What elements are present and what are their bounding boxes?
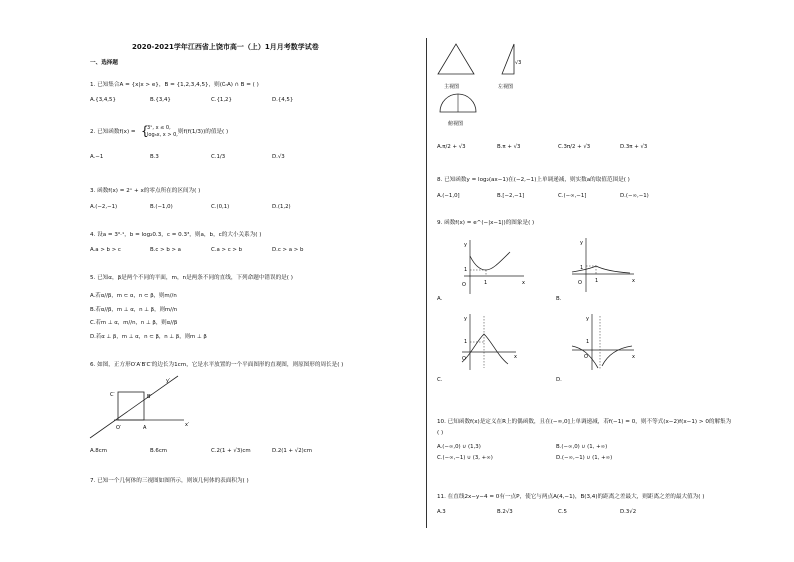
q10-option-d: D.(−∞,−1) ∪ (1, +∞) [556, 455, 613, 461]
q2-option-d: D.√3 [272, 154, 285, 160]
q3-option-d: D.(1,2) [272, 204, 291, 210]
q2-option-b: B.3 [150, 154, 159, 160]
q6-option-a: A.8cm [90, 448, 107, 454]
q7-front-view-label: 主视图 [444, 84, 460, 90]
q7-three-views [436, 40, 536, 130]
q9d-one: 1 [586, 339, 590, 345]
q7-option-c: C.3π/2 + √3 [558, 144, 591, 150]
q5-option-a: A.若α//β，m ⊂ α，n ⊂ β，则m//n [90, 293, 177, 299]
question-4: 4. 设a = 3⁰·¹，b = log₂0.3，c = 0.3³，则a，b，c的大小关系为( ) [90, 232, 262, 238]
q4-option-c: C.a > c > b [211, 247, 243, 253]
q9d-y: y [586, 316, 589, 322]
q9b-o: O [578, 280, 582, 286]
q6-label-x: x′ [185, 422, 190, 428]
question-8: 8. 已知函数y = log₂(ax−1)在(−2,−1)上单调递减，则实数a的取值范围是( ) [437, 177, 630, 183]
q9c-y: y [464, 316, 467, 322]
q1-option-b: B.{3,4} [150, 97, 171, 103]
q8-option-a: A.(−1,0] [437, 193, 460, 199]
question-7: 7. 已知一个几何体的三视图如图所示，则该几何体的表面积为( ) [90, 478, 249, 484]
q9-graph-c [458, 312, 528, 372]
q3-option-a: A.(−2,−1) [90, 204, 118, 210]
q6-figure [88, 374, 198, 444]
q9a-one-x: 1 [484, 280, 488, 286]
q6-label-o: O′ [116, 425, 122, 431]
q11-option-c: C.5 [558, 509, 567, 515]
q11-option-a: A.3 [437, 509, 446, 515]
q9a-y: y [464, 242, 467, 248]
q9a-o: O [462, 282, 466, 288]
q6-option-b: B.6cm [150, 448, 168, 454]
q4-option-a: A.a > b > c [90, 247, 121, 253]
question-1: 1. 已知集合A = {x|x > e}，B = {1,2,3,4,5}，则(∁ᵣA) ∩ B = ( ) [90, 82, 259, 88]
q7-option-b: B.π + √3 [497, 144, 521, 150]
q6-label-a: A [143, 425, 147, 431]
q7-dim-label: √3 [515, 60, 522, 66]
q6-label-b: B′ [147, 394, 152, 400]
q8-option-c: C.(−∞,−1] [558, 193, 587, 199]
q2-option-a: A.−1 [90, 154, 104, 160]
q6-option-d: D.2(1 + √2)cm [272, 448, 312, 454]
q5-option-b: B.若α//β，m ⊥ α，n ⊥ β，则m//n [90, 307, 178, 313]
q9c-x: x [514, 354, 517, 360]
q3-option-b: B.(−1,0) [150, 204, 173, 210]
q8-option-d: D.(−∞,−1) [620, 193, 649, 199]
q9-graph-d [568, 312, 638, 372]
q11-option-b: B.2√3 [497, 509, 513, 515]
q7-side-view-label: 左视图 [498, 84, 514, 90]
q10-option-b: B.(−∞,0) ∪ (1, +∞) [556, 444, 608, 450]
question-10: 10. 已知函数f(x)是定义在R上的偶函数，且在(−∞,0]上单调递减，若f(−1) = 0，则不等式(x−2)f(x−1) > 0的解集为 [437, 419, 732, 425]
q9-label-b: B. [556, 296, 562, 302]
q6-label-y: y′ [166, 378, 171, 384]
q9-graph-a [458, 238, 528, 298]
q1-option-d: D.{4,5} [272, 97, 294, 103]
q10-option-c: C.(−∞,−1) ∪ (3, +∞) [437, 455, 493, 461]
q2-case-1: 3ˣ, x ≤ 0, [147, 125, 171, 131]
question-6: 6. 如图，正方形O′A′B′C′的边长为1cm，它是水平放置的一个平面图形的直观图，则原图形的周长是( ) [90, 362, 344, 368]
column-divider [426, 38, 427, 528]
q10-option-a: A.(−∞,0) ∪ (1,3) [437, 444, 481, 450]
q4-option-d: D.c > a > b [272, 247, 304, 253]
q6-label-c: C′ [110, 392, 115, 398]
q4-option-b: B.c > b > a [150, 247, 181, 253]
q1-option-c: C.{1,2} [211, 97, 232, 103]
q9d-x: x [632, 354, 635, 360]
q1-option-a: A.{3,4,5} [90, 97, 116, 103]
q9b-x: x [632, 278, 635, 284]
question-9: 9. 函数f(x) = e^(−|x−1|)的图象是( ) [437, 220, 535, 226]
q9a-x: x [522, 280, 525, 286]
q9a-one: 1 [464, 267, 468, 273]
q8-option-b: B.[−2,−1] [497, 193, 525, 199]
section-heading: 一、选择题 [90, 60, 118, 66]
q9d-o: O [584, 354, 588, 360]
q5-option-d: D.若α ⊥ β，m ⊥ α，n ⊂ β，n ⊥ β，则m ⊥ β [90, 334, 207, 340]
q7-option-a: A.π/2 + √3 [437, 144, 466, 150]
q9c-o: O [462, 356, 466, 362]
q10-paren: ( ) [437, 430, 444, 436]
q11-option-d: D.3√2 [620, 509, 637, 515]
q9b-one: 1 [580, 265, 584, 271]
q9-label-d: D. [556, 377, 562, 383]
exam-title: 2020-2021学年江西省上饶市高一（上）1月月考数学试卷 [132, 43, 319, 51]
q9c-one: 1 [464, 339, 468, 345]
q9b-y: y [580, 240, 583, 246]
q9b-one-x: 1 [595, 278, 599, 284]
q9-label-c: C. [437, 377, 443, 383]
q5-option-c: C.若m ⊥ α，m//n，n ⊥ β，则α//β [90, 320, 178, 326]
q9-label-a: A. [437, 296, 443, 302]
question-3: 3. 函数f(x) = 2ˣ + x的零点所在的区间为( ) [90, 188, 201, 194]
q9-graph-b [568, 236, 638, 296]
q2-case-2: log₃x, x > 0, [147, 132, 178, 138]
question-2: 2. 已知函数f(x) = [90, 129, 136, 135]
q3-option-c: C.(0,1) [211, 204, 230, 210]
q7-top-view-label: 俯视图 [448, 121, 464, 127]
q2-question: 则f(f(1/3))的值是( ) [178, 129, 229, 135]
q2-brace: { [141, 124, 149, 138]
q2-option-c: C.1/3 [211, 154, 226, 160]
q7-option-d: D.3π + √3 [620, 144, 648, 150]
q6-option-c: C.2(1 + √3)cm [211, 448, 251, 454]
question-5: 5. 已知α，β是两个不同的平面，m，n是两条不同的直线，下列命题中错误的是( ) [90, 275, 293, 281]
question-11: 11. 在直线2x−y−4 = 0有一点P，使它与两点A(4,−1)，B(3,4)的距离之差最大，则距离之差的最大值为( ) [437, 494, 705, 500]
